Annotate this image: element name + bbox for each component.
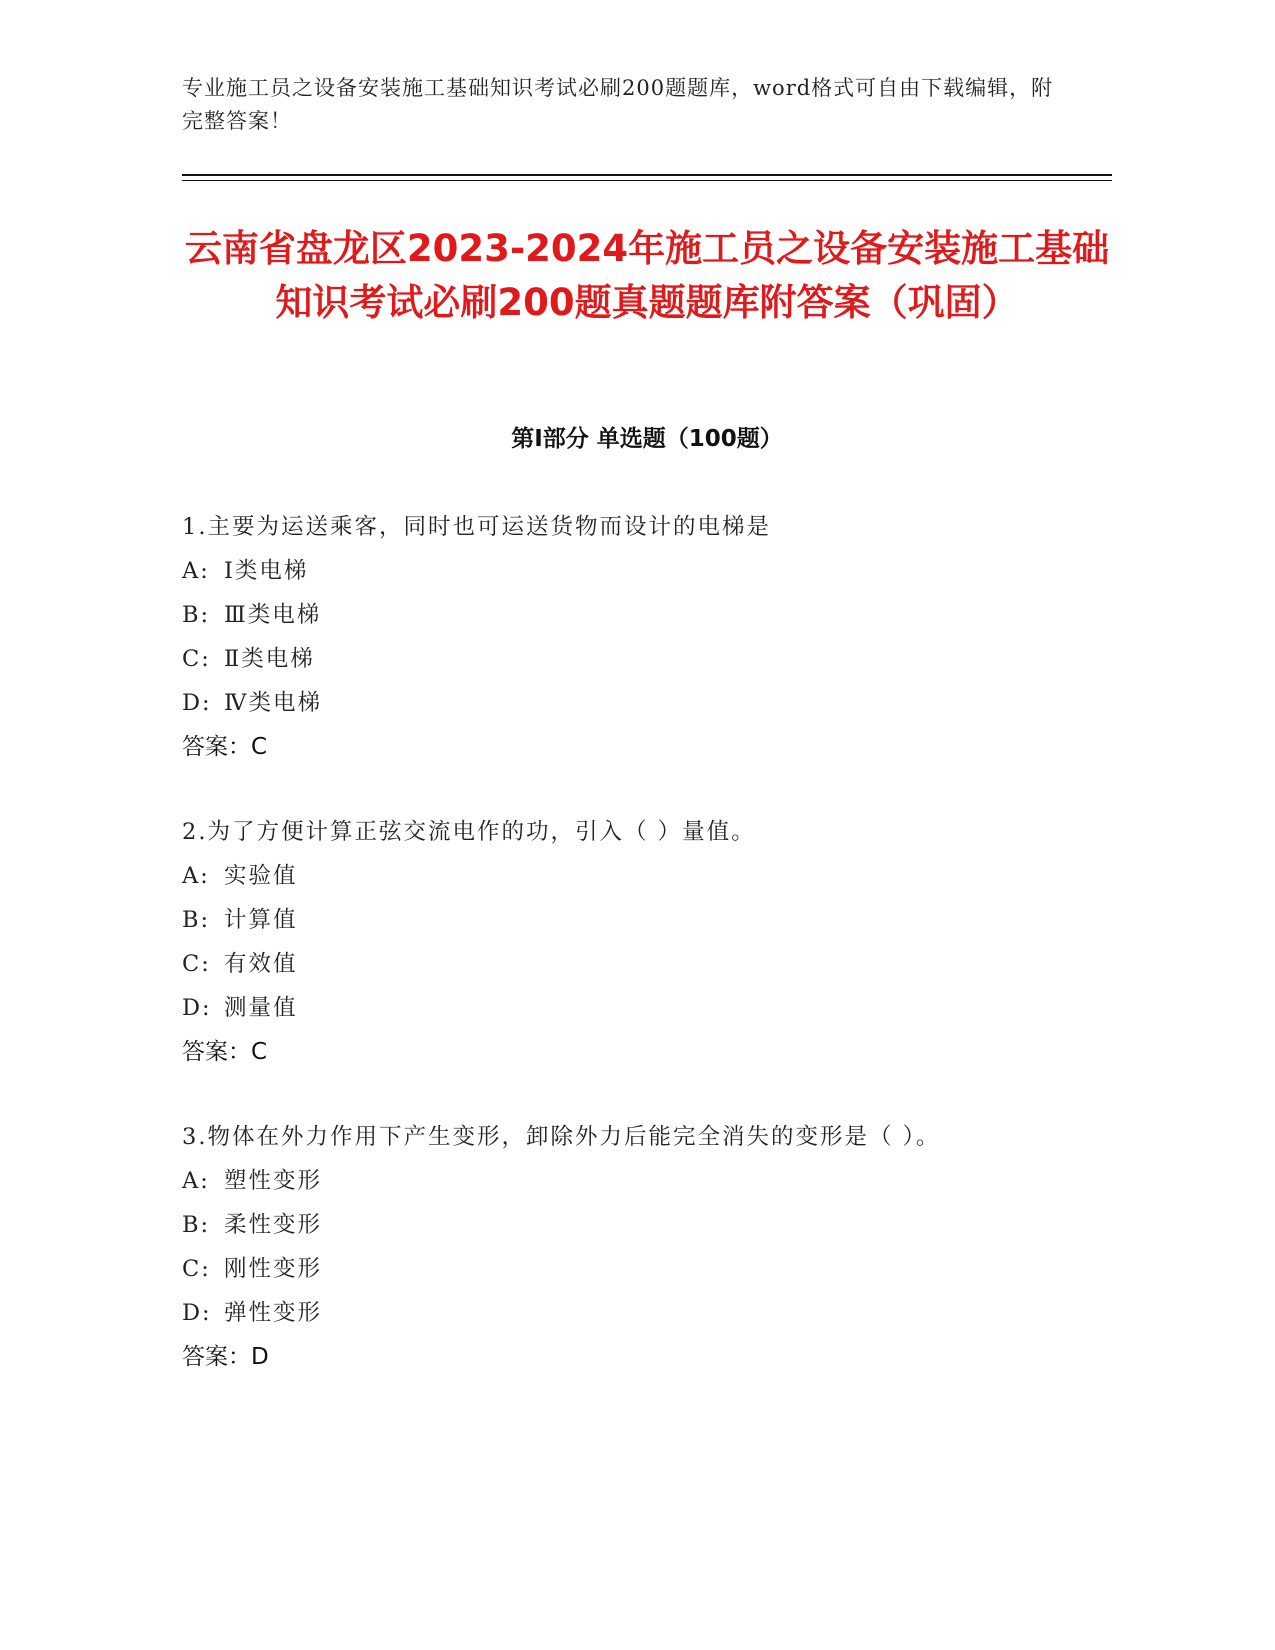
- option-a: [182, 549, 1062, 593]
- option-text: 测量值: [224, 995, 298, 1021]
- option-b: [182, 898, 1062, 942]
- question-item: [182, 810, 1062, 1074]
- answer-line: 答案：C: [182, 1039, 268, 1065]
- question-stem: 2.为了方便计算正弦交流电作的功，引入（ ）量值。: [182, 819, 756, 845]
- question-item: [182, 505, 1062, 769]
- option-c: [182, 942, 1062, 986]
- option-text: Ⅰ类电梯: [224, 558, 309, 584]
- question-stem: 3.物体在外力作用下产生变形，卸除外力后能完全消失的变形是（ ）。: [182, 1124, 941, 1150]
- option-text: 有效值: [224, 951, 298, 977]
- option-b: [182, 593, 1062, 637]
- option-a: [182, 1159, 1062, 1203]
- option-d: [182, 681, 1062, 725]
- option-b: [182, 1203, 1062, 1247]
- option-letter: A:: [182, 558, 210, 584]
- option-letter: B:: [182, 907, 211, 933]
- option-c: [182, 637, 1062, 681]
- option-text: 计算值: [224, 907, 298, 933]
- option-text: 塑性变形: [224, 1168, 323, 1194]
- option-letter: C:: [182, 646, 211, 672]
- document-title: 云南省盘龙区2023-2024年施工员之设备安装施工基础知识考试必刷200题真题题库附答案（巩固）: [184, 227, 1110, 324]
- option-letter: A:: [182, 1168, 210, 1194]
- option-letter: A:: [182, 863, 210, 889]
- option-d: [182, 1291, 1062, 1335]
- option-letter: B:: [182, 602, 211, 628]
- option-c: [182, 1247, 1062, 1291]
- option-text: 柔性变形: [224, 1212, 323, 1238]
- option-text: Ⅳ类电梯: [224, 690, 322, 716]
- answer-line: 答案：D: [182, 1344, 269, 1370]
- option-letter: C:: [182, 1256, 211, 1282]
- option-text: Ⅱ类电梯: [224, 646, 315, 672]
- question-item: [182, 1115, 1062, 1379]
- option-text: 实验值: [224, 863, 298, 889]
- option-letter: D:: [182, 690, 212, 716]
- option-letter: D:: [182, 1300, 212, 1326]
- header-divider-thin: [182, 180, 1112, 181]
- header-divider-thick: [182, 174, 1112, 176]
- option-a: [182, 854, 1062, 898]
- question-stem: 1.主要为运送乘客，同时也可运送货物而设计的电梯是: [182, 514, 771, 540]
- question-list: [182, 505, 1062, 1420]
- answer-line: 答案：C: [182, 734, 268, 760]
- option-letter: D:: [182, 995, 212, 1021]
- option-d: [182, 986, 1062, 1030]
- option-text: 弹性变形: [224, 1300, 323, 1326]
- option-text: Ⅲ类电梯: [224, 602, 322, 628]
- option-text: 刚性变形: [224, 1256, 323, 1282]
- header-note: 专业施工员之设备安装施工基础知识考试必刷200题题库，word格式可自由下载编辑，附完整答案！: [182, 76, 1054, 133]
- section-title: 第Ⅰ部分 单选题（100题）: [511, 426, 783, 452]
- option-letter: C:: [182, 951, 211, 977]
- option-letter: B:: [182, 1212, 211, 1238]
